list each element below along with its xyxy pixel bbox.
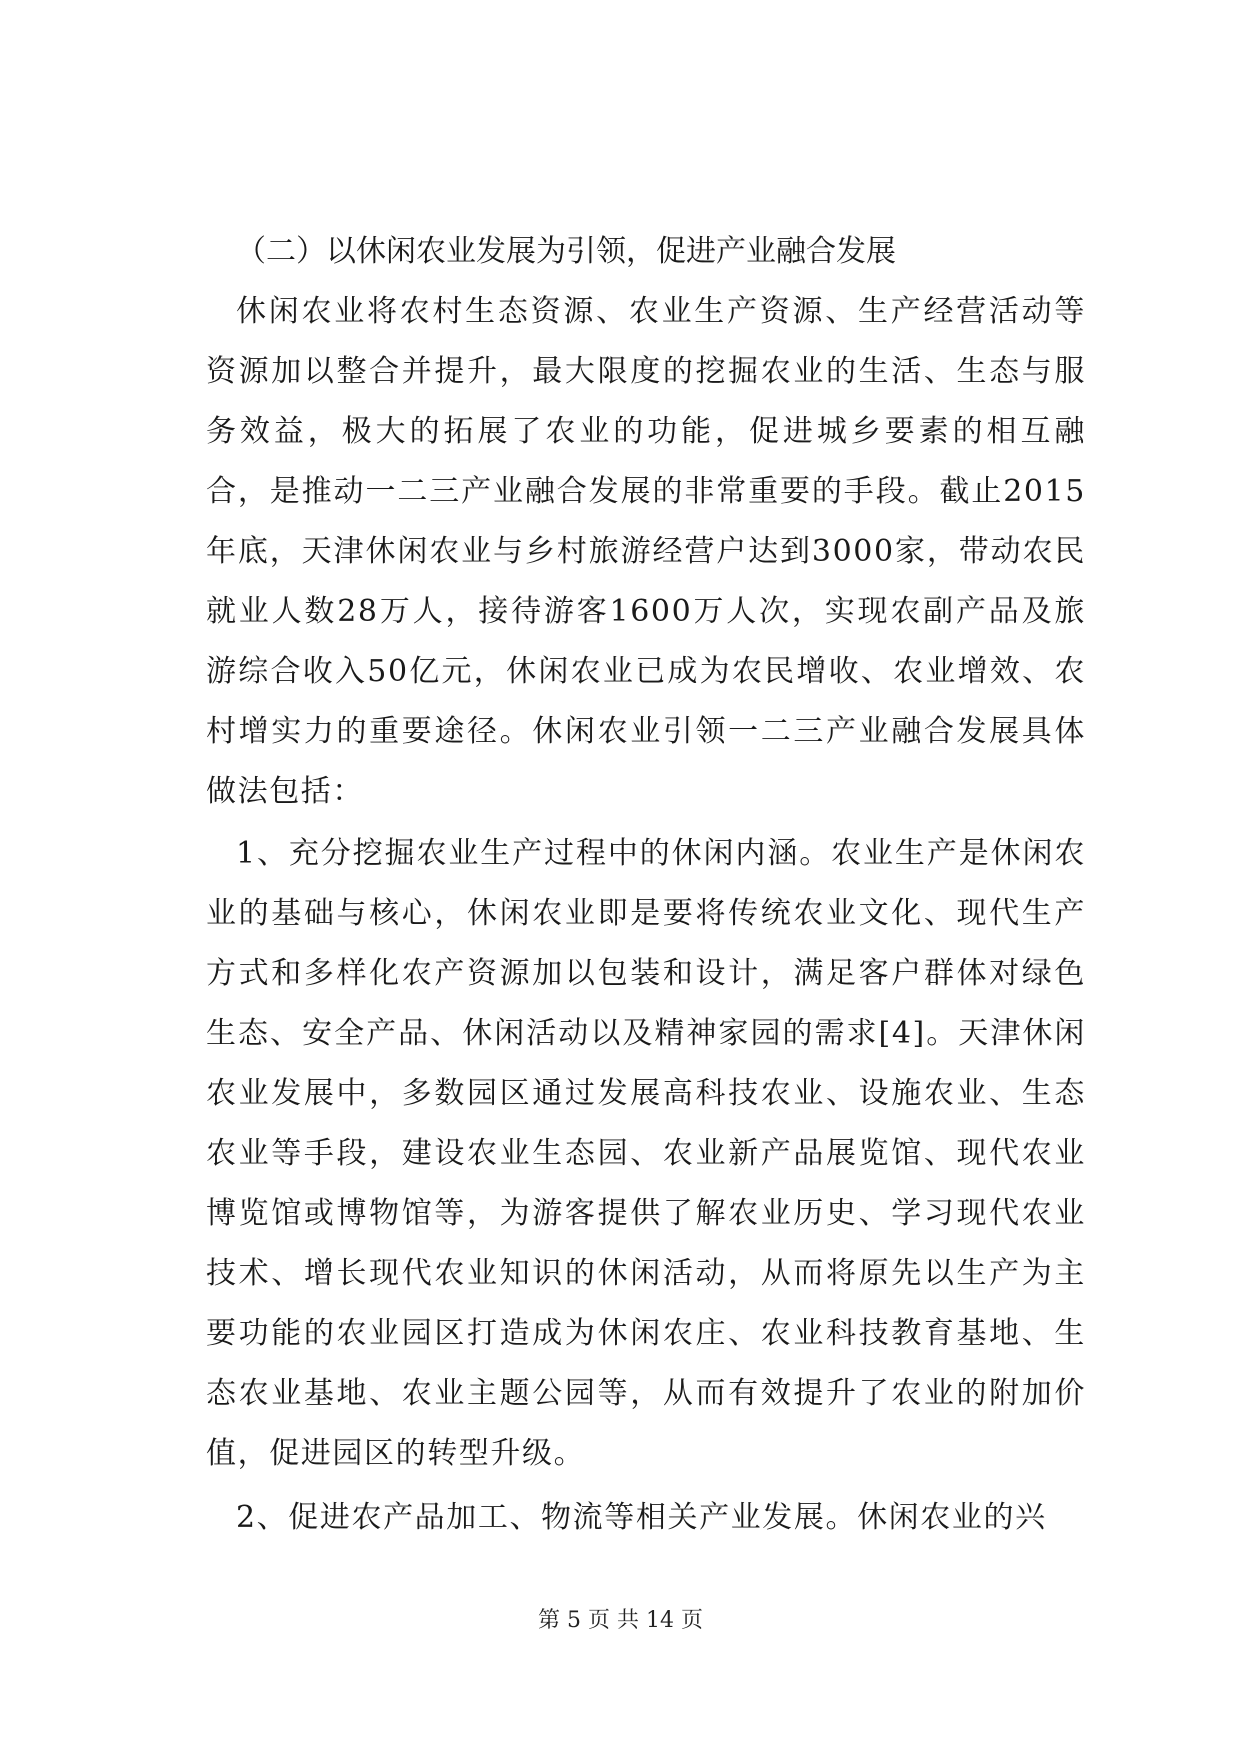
section-heading: （二）以休闲农业发展为引领，促进产业融合发展	[236, 234, 896, 269]
paragraph-point-2: 2、促进农产品加工、物流等相关产业发展。休闲农业的兴	[236, 1500, 1047, 1535]
page-number-footer: 第 5 页 共 14 页	[538, 1608, 703, 1633]
paragraph-point-1: 1、充分挖掘农业生产过程中的休闲内涵。农业生产是休闲农业的基础与核心，休闲农业即是要将传统农业文化、现代生产方式和多样化农产资源加以包装和设计，满足客户群体对绿色生态、安全产品、休闲活动以及精神家园的需求[4]。天津休闲农业发展中，多数园区通过发展高科技农业、设施农业、生态农业等手段，建设农业生态园、农业新产品展览馆、现代农业博览馆或博物馆等，为游客提供了解农业历史、学习现代农业技术、增长现代农业知识的休闲活动，从而将原先以生产为主要功能的农业园区打造成为休闲农庄、农业科技教育基地、生态农业基地、农业主题公园等，从而有效提升了农业的附加价值，促进园区的转型升级。	[206, 836, 1086, 1471]
document-body	[206, 222, 1086, 1548]
paragraph-intro: 休闲农业将农村生态资源、农业生产资源、生产经营活动等资源加以整合并提升，最大限度的挖掘农业的生活、生态与服务效益，极大的拓展了农业的功能，促进城乡要素的相互融合，是推动一二三产业融合发展的非常重要的手段。截止2015年底，天津休闲农业与乡村旅游经营户达到3000家，带动农民就业人数28万人，接待游客1600万人次，实现农副产品及旅游综合收入50亿元，休闲农业已成为农民增收、农业增效、农村增实力的重要途径。休闲农业引领一二三产业融合发展具体做法包括：	[206, 294, 1086, 809]
